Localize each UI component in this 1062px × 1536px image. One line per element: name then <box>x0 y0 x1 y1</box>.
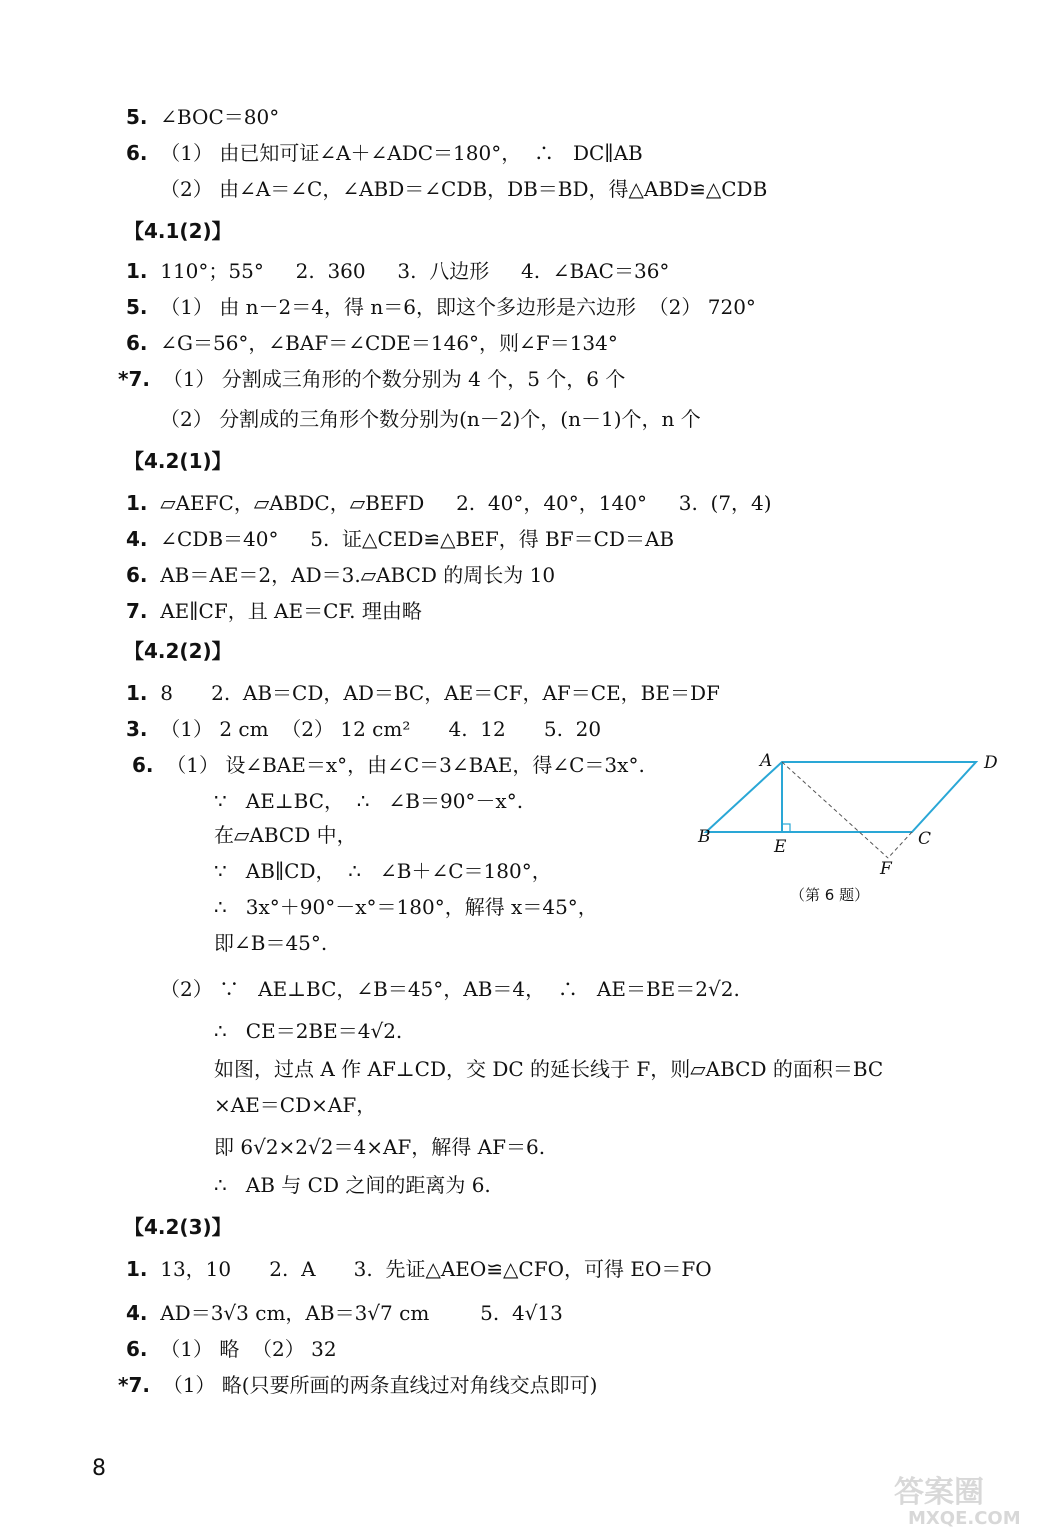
answer-line: 6. （1） 由已知可证∠A＋∠ADC＝180°， ∴ DC∥AB <box>126 141 643 165</box>
answer-line: *7. （1） 略(只要所画的两条直线过对角线交点即可) <box>118 1373 598 1397</box>
label-a: A <box>760 751 773 771</box>
section-heading: 【4.2(2)】 <box>124 639 232 663</box>
svg-text:MXQE.COM: MXQE.COM <box>908 1508 1021 1528</box>
answer-line: *7. （1） 分割成三角形的个数分别为 4 个，5 个，6 个 <box>118 367 626 391</box>
answer-line: ∵ AE⊥BC， ∴ ∠B＝90°－x°. <box>214 789 524 813</box>
answer-line: （2） 分割成的三角形个数分别为(n－2)个，(n－1)个，n 个 <box>160 407 701 431</box>
answer-line: （2） ∵ AE⊥BC，∠B＝45°，AB＝4， ∴ AE＝BE＝2√2. <box>160 977 740 1001</box>
parallelogram-abcd <box>706 762 976 832</box>
answer-line: 1. 110°；55° 2. 360 3. 八边形 4. ∠BAC＝36° <box>126 259 670 283</box>
dashed-extension-cf <box>888 832 912 858</box>
answer-line: 在▱ABCD 中， <box>214 823 357 847</box>
answer-line: 4. AD＝3√3 cm，AB＝3√7 cm 5. 4√13 <box>126 1301 563 1325</box>
svg-text:答案圈: 答案圈 <box>894 1475 984 1510</box>
answer-line: ∴ 3x°＋90°－x°＝180°，解得 x＝45°， <box>214 895 598 919</box>
answer-line: 如图，过点 A 作 AF⊥CD，交 DC 的延长线于 F，则▱ABCD 的面积＝BC <box>214 1057 884 1081</box>
label-e: E <box>774 837 787 857</box>
answer-line: 5. ∠BOC＝80° <box>126 105 280 129</box>
answer-line: 4. ∠CDB＝40° 5. 证△CED≌△BEF，得 BF＝CD＝AB <box>126 527 675 551</box>
label-f: F <box>880 859 892 879</box>
answer-line: 6. （1） 设∠BAE＝x°，由∠C＝3∠BAE，得∠C＝3x°. <box>132 753 645 777</box>
answer-line: 6. AB＝AE＝2，AD＝3.▱ABCD 的周长为 10 <box>126 563 556 587</box>
section-heading: 【4.2(1)】 <box>124 449 232 473</box>
answer-line: 1. 8 2. AB＝CD，AD＝BC，AE＝CF，AF＝CE，BE＝DF <box>126 681 720 705</box>
section-heading: 【4.2(3)】 <box>124 1215 232 1239</box>
watermark-logo <box>888 1468 1048 1528</box>
right-angle-mark <box>782 824 790 832</box>
section-heading: 【4.1(2)】 <box>124 219 232 243</box>
answer-line: ∵ AB∥CD， ∴ ∠B＋∠C＝180°， <box>214 859 552 883</box>
answer-line: 6. ∠G＝56°，∠BAF＝∠CDE＝146°，则∠F＝134° <box>126 331 618 355</box>
answer-line: 1. 13，10 2. A 3. 先证△AEO≌△CFO，可得 EO＝FO <box>126 1257 712 1281</box>
parallelogram-figure <box>694 748 1014 910</box>
answer-line: ∴ AB 与 CD 之间的距离为 6. <box>214 1173 491 1197</box>
dashed-line-af <box>782 762 888 858</box>
answer-line: 即 6√2×2√2＝4×AF，解得 AF＝6. <box>214 1135 546 1159</box>
label-c: C <box>918 829 932 849</box>
answer-line: （2） 由∠A＝∠C，∠ABD＝∠CDB，DB＝BD，得△ABD≌△CDB <box>160 177 768 201</box>
answer-line: 5. （1） 由 n－2＝4，得 n＝6，即这个多边形是六边形 （2） 720° <box>126 295 756 319</box>
label-b: B <box>698 827 711 847</box>
label-d: D <box>984 753 998 773</box>
answer-line: 3. （1） 2 cm （2） 12 cm² 4. 12 5. 20 <box>126 717 602 741</box>
page-number: 8 <box>92 1456 106 1481</box>
answer-line: 6. （1） 略 （2） 32 <box>126 1337 337 1361</box>
answer-line: 即∠B＝45°. <box>214 931 328 955</box>
answer-line: ×AE＝CD×AF， <box>214 1093 377 1117</box>
answer-line: 1. ▱AEFC，▱ABDC，▱BEFD 2. 40°，40°，140° 3. (7，4) <box>126 491 772 515</box>
answer-line: 7. AE∥CF，且 AE＝CF. 理由略 <box>126 599 422 623</box>
figure-caption: （第 6 题） <box>790 886 870 904</box>
answer-line: ∴ CE＝2BE＝4√2. <box>214 1019 403 1043</box>
